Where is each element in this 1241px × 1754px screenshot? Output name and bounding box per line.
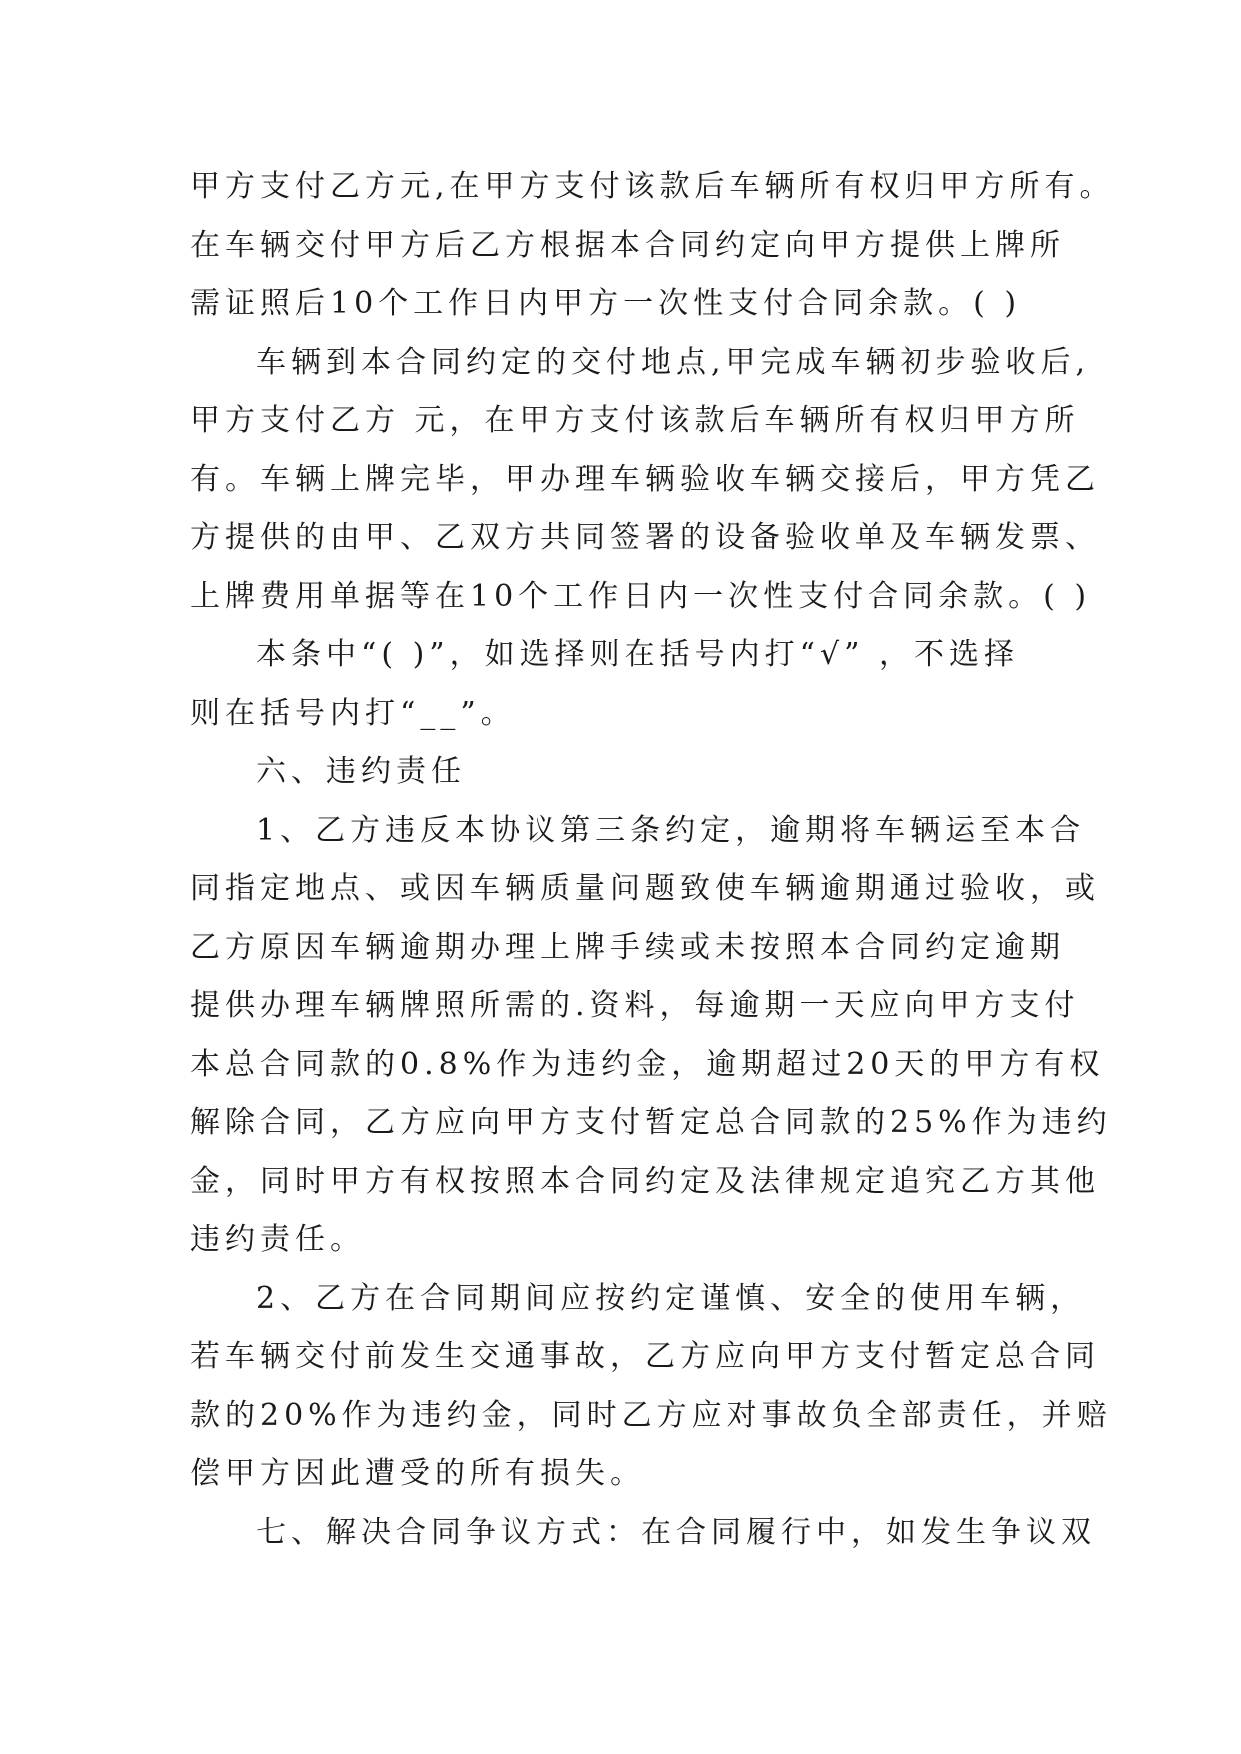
- text-line: 车辆到本合同约定的交付地点,甲完成车辆初步验收后,: [256, 344, 1091, 380]
- text-line: 提供办理车辆牌照所需的.资料，每逾期一天应向甲方支付: [190, 988, 1080, 1023]
- text-line: 本条中“( )”，如选择则在括号内打“√” ，不选择: [256, 637, 1019, 672]
- text-line: 在车辆交付甲方后乙方根据本合同约定向甲方提供上牌所: [190, 227, 1065, 263]
- text-line: 1、乙方违反本协议第三条约定，逾期将车辆运至本合: [256, 812, 1086, 848]
- document-body: [190, 158, 1115, 1562]
- text-line: 甲方支付乙方元,在甲方支付该款后车辆所有权归甲方所有。: [190, 169, 1115, 204]
- text-line: 七、解决合同争议方式：在合同履行中，如发生争议双: [256, 1514, 1096, 1550]
- text-line: 甲方支付乙方 元，在甲方支付该款后车辆所有权归甲方所: [190, 403, 1080, 438]
- text-line: 2、乙方在合同期间应按约定谨慎、安全的使用车辆，: [256, 1280, 1086, 1316]
- text-line: 则在括号内打“__”。: [190, 695, 516, 731]
- text-line: 需证照后10个工作日内甲方一次性支付合同余款。( ): [190, 286, 1022, 321]
- text-line: 金，同时甲方有权按照本合同约定及法律规定追究乙方其他: [190, 1163, 1100, 1199]
- text-line: 上牌费用单据等在10个工作日内一次性支付合同余款。( ): [190, 578, 1092, 614]
- text-line: 若车辆交付前发生交通事故，乙方应向甲方支付暂定总合同: [190, 1339, 1100, 1374]
- text-line: 偿甲方因此遭受的所有损失。: [190, 1456, 645, 1491]
- text-line: 有。车辆上牌完毕，甲办理车辆验收车辆交接后，甲方凭乙: [190, 461, 1100, 497]
- text-line: 同指定地点、或因车辆质量问题致使车辆逾期通过验收，或: [190, 871, 1100, 906]
- text-line: 六、违约责任: [256, 754, 466, 789]
- text-line: 本总合同款的0.8%作为违约金，逾期超过20天的甲方有权: [190, 1046, 1105, 1082]
- text-line: 解除合同，乙方应向甲方支付暂定总合同款的25%作为违约: [190, 1105, 1112, 1140]
- text-line: 款的20%作为违约金，同时乙方应对事故负全部责任，并赔: [190, 1397, 1112, 1433]
- text-line: 方提供的由甲、乙双方共同签署的设备验收单及车辆发票、: [190, 520, 1100, 555]
- text-line: 乙方原因车辆逾期办理上牌手续或未按照本合同约定逾期: [190, 929, 1065, 965]
- text-line: 违约责任。: [190, 1222, 365, 1257]
